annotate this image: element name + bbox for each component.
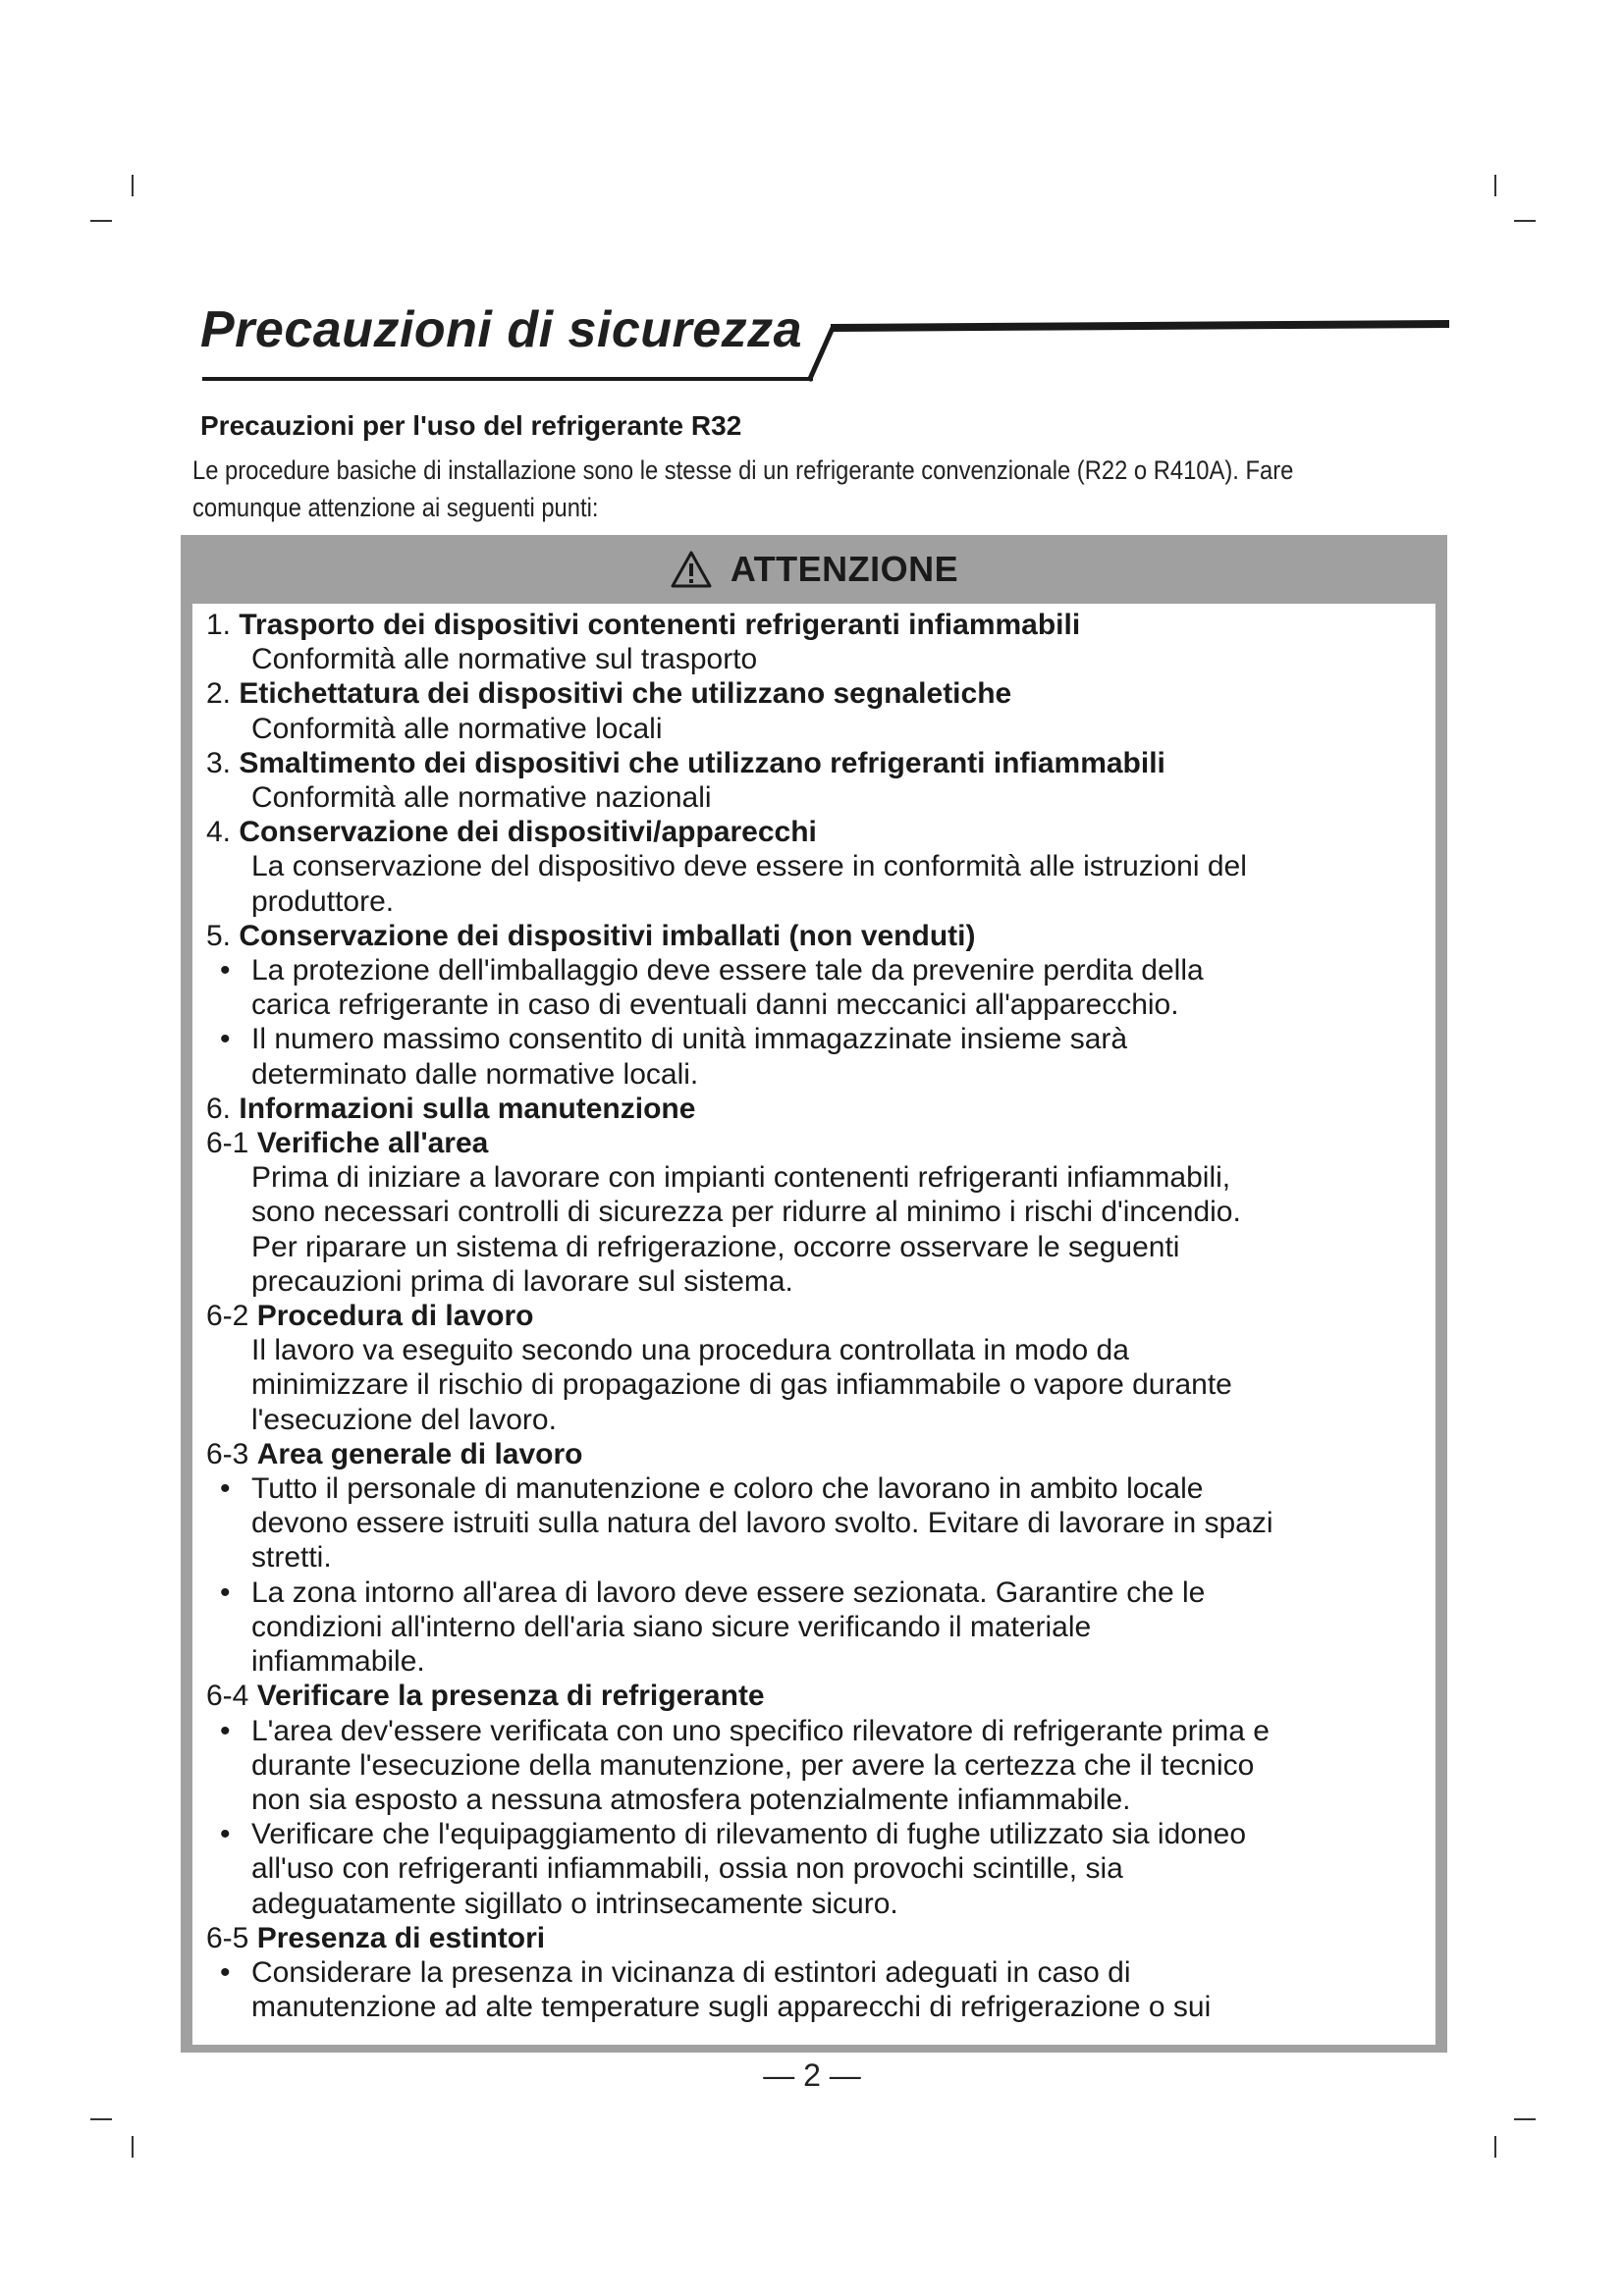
intro-line: comunque attenzione ai seguenti punti: [192, 493, 599, 522]
crop-mark [90, 220, 112, 222]
list-text: La conservazione del dispositivo deve essere in conformità alle istruzioni del [251, 850, 1247, 883]
list-heading [206, 1092, 1435, 1126]
crop-mark [132, 2136, 134, 2158]
list-text: carica refrigerante in caso di eventuali danni meccanici all'apparecchio. [251, 988, 1179, 1022]
list-heading-text: Etichettatura dei dispositivi che utilizzano segnaletiche [239, 677, 1012, 711]
crop-mark [132, 175, 134, 196]
list-heading [206, 815, 1435, 849]
crop-mark [90, 2118, 112, 2120]
list-heading-text: Verificare la presenza di refrigerante [256, 1680, 765, 1713]
list-number: 5. [206, 919, 232, 952]
list-number: 4. [206, 816, 232, 849]
list-number: 3. [206, 746, 232, 779]
list-heading [206, 608, 1435, 642]
list-text: Conformità alle normative nazionali [251, 781, 712, 815]
list-text: Il lavoro va eseguito secondo una procedura controllata in modo da [251, 1334, 1129, 1367]
intro-paragraph [192, 452, 1459, 526]
list-heading [206, 1921, 1435, 1955]
list-heading [206, 746, 1435, 780]
list-number: 6-2 [206, 1300, 249, 1333]
page-number: — 2 — [763, 2057, 861, 2093]
list-heading-text: Verifiche all'area [256, 1127, 489, 1160]
bullet-item: • La zona intorno all'area di lavoro deve essere sezionata. Garantire che le [206, 1575, 1435, 1610]
crop-mark [1514, 2118, 1536, 2120]
list-heading-text: Informazioni sulla manutenzione [239, 1092, 696, 1125]
list-text: minimizzare il rischio di propagazione di gas infiammabile o vapore durante [251, 1368, 1232, 1402]
warning-header [181, 535, 1447, 604]
warning-title: ATTENZIONE [730, 549, 959, 589]
list-text: sono necessari controlli di sicurezza per ridurre al minimo i rischi d'incendio. [251, 1196, 1241, 1229]
list-heading [206, 1126, 1435, 1160]
list-text: precauzioni prima di lavorare sul sistema. [251, 1264, 793, 1298]
list-heading-text: Conservazione dei dispositivi imballati (non venduti) [239, 919, 976, 952]
list-heading-text: Conservazione dei dispositivi/apparecchi [239, 816, 817, 849]
bullet-item: • Il numero massimo consentito di unità immagazzinate insieme sarà [206, 1022, 1435, 1056]
bullet-item: • L'area dev'essere verificata con uno specifico rilevatore di refrigerante prima e [206, 1714, 1435, 1748]
list-heading-text: Procedura di lavoro [256, 1300, 534, 1333]
list-text: non sia esposto a nessuna atmosfera potenzialmente infiammabile. [251, 1783, 1131, 1816]
list-heading-text: Presenza di estintori [256, 1921, 546, 1954]
crop-mark [1514, 220, 1536, 222]
list-text: determinato dalle normative locali. [251, 1057, 699, 1091]
list-number: 6-1 [206, 1127, 249, 1160]
list-text: devono essere istruiti sulla natura del lavoro svolto. Evitare di lavorare in spazi [251, 1507, 1273, 1540]
list-heading [206, 1679, 1435, 1713]
list-text: durante l'esecuzione della manutenzione, per avere la certezza che il tecnico [251, 1748, 1255, 1782]
bullet-item: • Considerare la presenza in vicinanza di estintori adeguati in caso di [206, 1955, 1435, 1990]
bullet-item: • La protezione dell'imballaggio deve essere tale da prevenire perdita della [206, 953, 1435, 988]
crop-mark [1494, 175, 1496, 196]
list-text: produttore. [251, 884, 395, 918]
list-number: 6. [206, 1092, 232, 1125]
list-text: Per riparare un sistema di refrigerazione, occorre osservare le seguenti [251, 1230, 1180, 1263]
list-heading [206, 676, 1435, 711]
list-text: Conformità alle normative sul trasporto [251, 643, 758, 676]
list-text: all'uso con refrigeranti infiammabili, ossia non provochi scintille, sia [251, 1852, 1123, 1886]
list-heading [206, 1299, 1435, 1333]
list-number: 6-4 [206, 1680, 249, 1713]
section-subtitle: Precauzioni per l'uso del refrigerante R32 [200, 410, 742, 441]
list-heading-text: Smaltimento dei dispositivi che utilizzano refrigeranti infiammabili [239, 746, 1165, 779]
list-text: manutenzione ad alte temperature sugli apparecchi di refrigerazione o sui [251, 1991, 1212, 2024]
list-text: stretti. [251, 1541, 332, 1575]
warning-box [181, 535, 1447, 2053]
list-number: 2. [206, 677, 232, 711]
warning-body [192, 604, 1435, 2045]
list-text: Conformità alle normative locali [251, 712, 663, 745]
warning-triangle-icon [670, 550, 713, 589]
list-text: infiammabile. [251, 1645, 425, 1679]
list-number: 6-5 [206, 1921, 249, 1954]
list-heading [206, 1437, 1435, 1471]
list-text: adeguatamente sigillato o intrinsecamente sicuro. [251, 1887, 898, 1920]
list-number: 1. [206, 609, 232, 641]
list-text: Prima di iniziare a lavorare con impianti contenenti refrigeranti infiammabili, [251, 1161, 1231, 1195]
list-heading [206, 919, 1435, 953]
list-heading-text: Area generale di lavoro [256, 1437, 583, 1470]
intro-line: Le procedure basiche di installazione sono le stesse di un refrigerante convenzionale (R22 o R410A). Fare [192, 455, 1294, 485]
bullet-item: • Verificare che l'equipaggiamento di rilevamento di fughe utilizzato sia idoneo [206, 1817, 1435, 1851]
list-heading-text: Trasporto dei dispositivi contenenti refrigeranti infiammabili [239, 609, 1081, 641]
list-number: 6-3 [206, 1437, 249, 1470]
bullet-item: • Tutto il personale di manutenzione e coloro che lavorano in ambito locale [206, 1471, 1435, 1506]
page-title: Precauzioni di sicurezza [200, 301, 803, 358]
list-text: condizioni all'interno dell'aria siano sicure verificando il materiale [251, 1610, 1092, 1643]
list-text: l'esecuzione del lavoro. [251, 1403, 557, 1436]
crop-mark [1494, 2136, 1496, 2158]
